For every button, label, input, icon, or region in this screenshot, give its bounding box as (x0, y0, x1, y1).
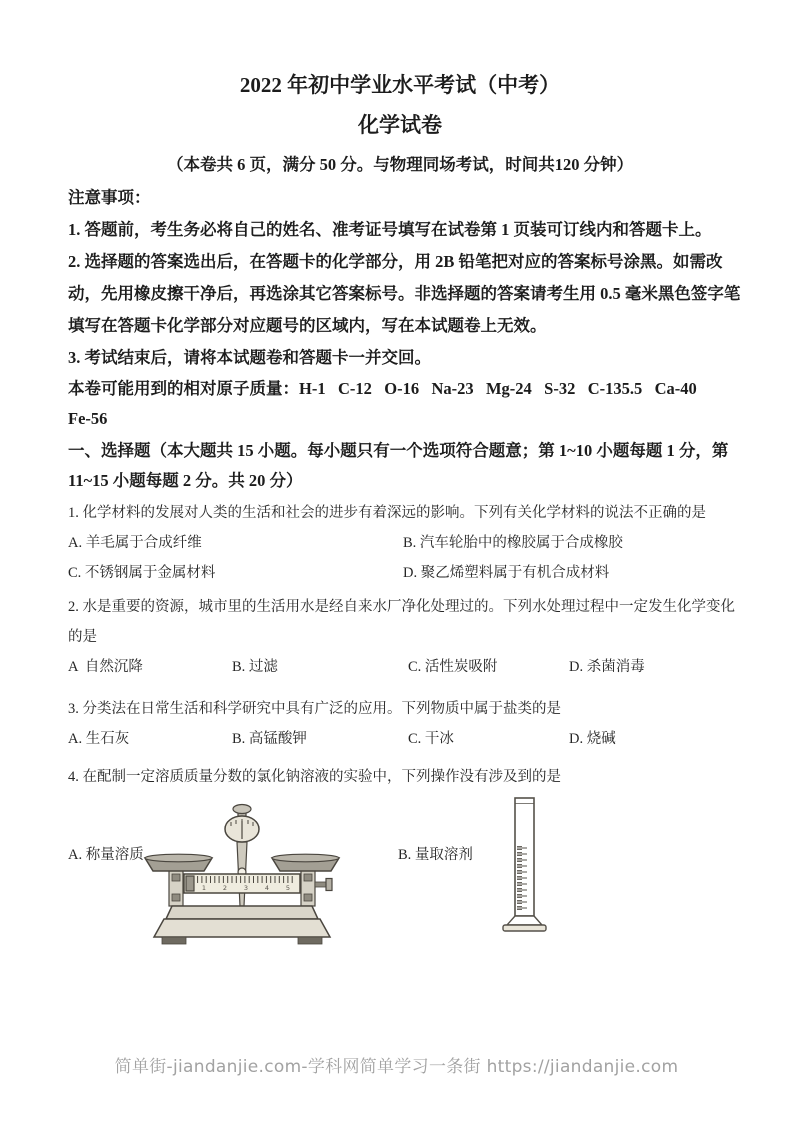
question-3-options (68, 724, 732, 754)
question-2-text-line-2: 的是 (68, 629, 97, 645)
notice-item-1: 1. 答题前，考生务必将自己的姓名、准考证号填写在试卷第 1 页装可订线内和答题卡上。 (68, 220, 712, 239)
question-1-option-a: A. 羊毛属于合成纤维 (68, 535, 202, 551)
question-3-option-c: C. 干冰 (408, 731, 454, 747)
question-2-options (68, 652, 732, 682)
atomic-mass-line-2: Fe-56 (68, 409, 108, 428)
question-4-illustrations (68, 798, 732, 948)
question-3-option-d: D. 烧碱 (569, 731, 616, 747)
question-2-option-d: D. 杀菌消毒 (569, 659, 645, 675)
notice-item-2-line-1: 2. 选择题的答案选出后，在答题卡的化学部分，用 2B 铅笔把对应的答案标号涂黑。如需改 (68, 252, 723, 271)
notice-item-3: 3. 考试结束后，请将本试题卷和答题卡一并交回。 (68, 348, 431, 367)
footer-watermark: 简单街-jiandanjie.com-学科网简单学习一条街 https://jiandanjie.com (114, 1057, 679, 1077)
question-1-options-row-2 (68, 558, 732, 588)
beam-number-3: 3 (243, 884, 249, 892)
beam-number-5: 5 (285, 884, 291, 892)
question-1 (68, 498, 732, 588)
beam-number-2: 2 (222, 884, 228, 892)
notice-item-2-line-3: 填写在答题卡化学部分对应题号的区域内，写在本试题卷上无效。 (68, 316, 547, 335)
question-2-text-line-1: 2. 水是重要的资源，城市里的生活用水是经自来水厂净化处理过的。下列水处理过程中一定发生化学变化 (68, 599, 735, 615)
beam-number-4: 4 (264, 884, 270, 892)
question-4-option-b: B. 量取溶剂 (398, 847, 473, 863)
section-heading-line-1: 一、选择题（本大题共 15 小题。每小题只有一个选项符合题意；第 1~10 小题每题 1 分，第 (68, 441, 729, 460)
exam-info-line: （本卷共 6 页，满分 50 分。与物理同场考试，时间共120 分钟） (166, 155, 634, 174)
balance-scale-icon (142, 798, 342, 948)
question-2 (68, 592, 735, 682)
question-2-option-c: C. 活性炭吸附 (408, 659, 498, 675)
question-3-option-b: B. 高锰酸钾 (232, 731, 307, 747)
question-4-option-a: A. 称量溶质 (68, 847, 144, 863)
atomic-mass-line-1: 本卷可能用到的相对原子质量：H-1 C-12 O-16 Na-23 Mg-24 S-32 C-135.5 Ca-40 (68, 379, 697, 398)
question-3-option-a: A. 生石灰 (68, 731, 130, 747)
section-one-heading (68, 436, 732, 496)
section-heading-line-2: 11~15 小题每题 2 分。共 20 分） (68, 471, 303, 490)
question-1-option-d: D. 聚乙烯塑料属于有机合成材料 (403, 565, 610, 581)
question-2-option-b: B. 过滤 (232, 659, 278, 675)
question-1-options-row-1 (68, 528, 732, 558)
question-4-text: 4. 在配制一定溶质质量分数的氯化钠溶液的实验中，下列操作没有涉及到的是 (68, 769, 561, 785)
question-4 (68, 762, 732, 948)
question-1-option-b: B. 汽车轮胎中的橡胶属于合成橡胶 (403, 535, 623, 551)
question-3-text: 3. 分类法在日常生活和科学研究中具有广泛的应用。下列物质中属于盐类的是 (68, 701, 561, 717)
question-2-option-a: A 自然沉降 (68, 659, 143, 675)
question-1-option-c: C. 不锈钢属于金属材料 (68, 565, 216, 581)
graduated-cylinder-icon (494, 794, 554, 936)
balance-scale-figure (142, 798, 342, 953)
notice-item-2-line-2: 动，先用橡皮擦干净后，再选涂其它答案标号。非选择题的答案请考生用 0.5 毫米黑色签字笔 (68, 284, 741, 303)
page-title: 2022 年初中学业水平考试（中考） (239, 73, 561, 97)
graduated-cylinder-figure (494, 794, 554, 941)
beam-number-1: 1 (201, 884, 207, 892)
question-1-text: 1. 化学材料的发展对人类的生活和社会的进步有着深远的影响。下列有关化学材料的说法不正确的是 (68, 505, 706, 521)
question-3 (68, 694, 732, 754)
exam-subject-title: 化学试卷 (358, 113, 442, 137)
notice-heading: 注意事项： (68, 188, 151, 207)
notice-list (68, 214, 741, 374)
